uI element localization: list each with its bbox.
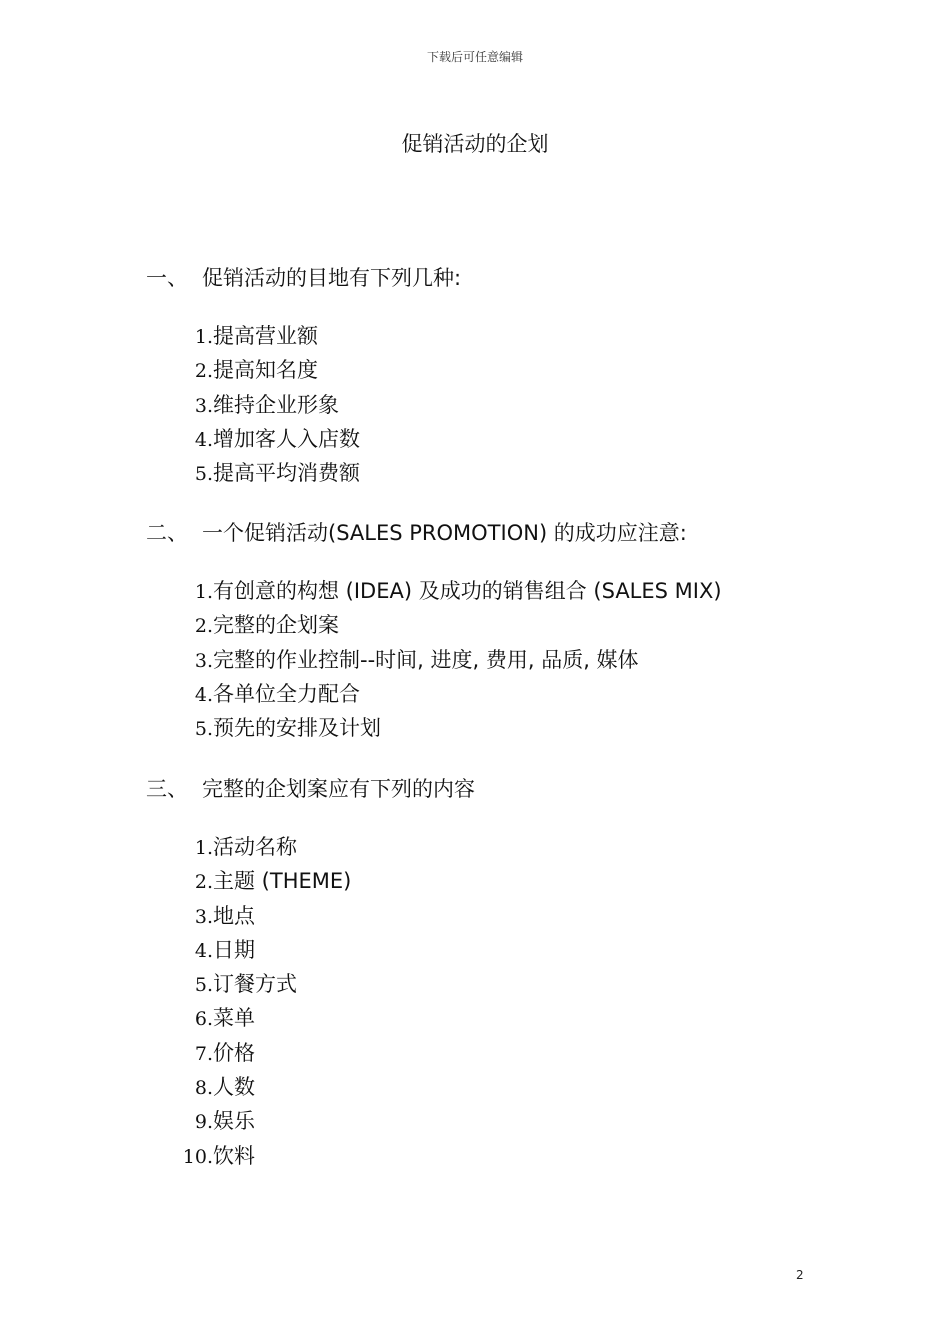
list-item — [170, 422, 360, 456]
section-number: 二、 — [146, 521, 188, 545]
item-index: 8. — [194, 1077, 213, 1100]
item-text: 完整的作业控制--时间, 进度, 费用, 品质, 媒体 — [213, 647, 639, 672]
item-text: 预先的安排及计划 — [213, 716, 381, 741]
item-text: 提高营业额 — [213, 324, 318, 348]
item-text: 有创意的构想 (IDEA) 及成功的销售组合 (SALES MIX) — [213, 579, 722, 603]
list-item — [170, 319, 360, 353]
section-list-3 — [170, 830, 351, 1173]
item-text: 完整的企划案 — [213, 613, 339, 638]
list-item — [170, 967, 351, 1001]
item-index: 1. — [194, 837, 213, 859]
list-item — [170, 574, 722, 608]
item-text: 增加客人入店数 — [213, 426, 360, 451]
item-index: 9. — [194, 1111, 213, 1134]
item-index: 2. — [194, 360, 213, 383]
header-note: 下载后可任意编辑 — [426, 50, 523, 64]
list-item — [170, 456, 360, 490]
item-text: 菜单 — [213, 1006, 255, 1031]
item-index: 3. — [194, 905, 213, 928]
section-heading-2 — [146, 517, 687, 547]
item-index: 7. — [194, 1042, 213, 1065]
item-text: 娱乐 — [213, 1109, 255, 1134]
section-heading-text: 促销活动的目地有下列几种: — [202, 266, 462, 290]
item-index: 3. — [194, 394, 213, 417]
list-item — [170, 864, 351, 898]
item-text: 价格 — [213, 1040, 255, 1065]
item-index: 2. — [194, 615, 213, 638]
item-text: 提高知名度 — [213, 358, 318, 383]
item-text: 人数 — [213, 1075, 255, 1100]
item-index: 1. — [194, 581, 213, 603]
list-item — [170, 899, 351, 933]
item-index: 6. — [194, 1008, 213, 1031]
list-item — [170, 1001, 351, 1035]
list-item — [170, 1104, 351, 1138]
item-text: 各单位全力配合 — [213, 681, 360, 706]
item-text: 主题 (THEME) — [213, 869, 352, 894]
section-heading-1 — [146, 262, 461, 292]
item-index: 5. — [194, 463, 213, 486]
document-title: 促销活动的企划 — [401, 132, 549, 156]
list-item — [170, 933, 351, 967]
list-item — [170, 353, 360, 387]
item-index: 10. — [182, 1145, 213, 1168]
item-text: 日期 — [213, 937, 255, 962]
list-item — [170, 830, 351, 864]
section-number: 一、 — [146, 266, 188, 290]
section-heading-text: 一个促销活动(SALES PROMOTION) 的成功应注意: — [202, 521, 687, 545]
list-item — [170, 1036, 351, 1070]
section-list-2 — [170, 574, 722, 745]
item-index: 4. — [194, 683, 213, 706]
item-text: 提高平均消费额 — [213, 461, 360, 486]
section-heading-text: 完整的企划案应有下列的内容 — [202, 777, 475, 801]
list-item — [170, 711, 722, 745]
list-item — [170, 1139, 351, 1173]
item-index: 4. — [194, 428, 213, 451]
item-index: 5. — [194, 974, 213, 997]
item-index: 2. — [194, 871, 213, 894]
item-index: 4. — [194, 939, 213, 962]
item-text: 订餐方式 — [213, 972, 297, 997]
page-number: 2 — [796, 1268, 804, 1282]
item-index: 5. — [194, 718, 213, 741]
section-number: 三、 — [146, 777, 188, 801]
list-item — [170, 677, 722, 711]
section-list-1 — [170, 319, 360, 490]
list-item — [170, 388, 360, 422]
item-index: 3. — [194, 649, 213, 672]
list-item — [170, 643, 722, 677]
item-text: 活动名称 — [213, 835, 297, 859]
item-text: 维持企业形象 — [213, 392, 339, 417]
item-text: 饮料 — [213, 1143, 255, 1168]
item-text: 地点 — [213, 903, 255, 928]
section-heading-3 — [146, 773, 475, 803]
list-item — [170, 608, 722, 642]
item-index: 1. — [194, 326, 213, 348]
list-item — [170, 1070, 351, 1104]
